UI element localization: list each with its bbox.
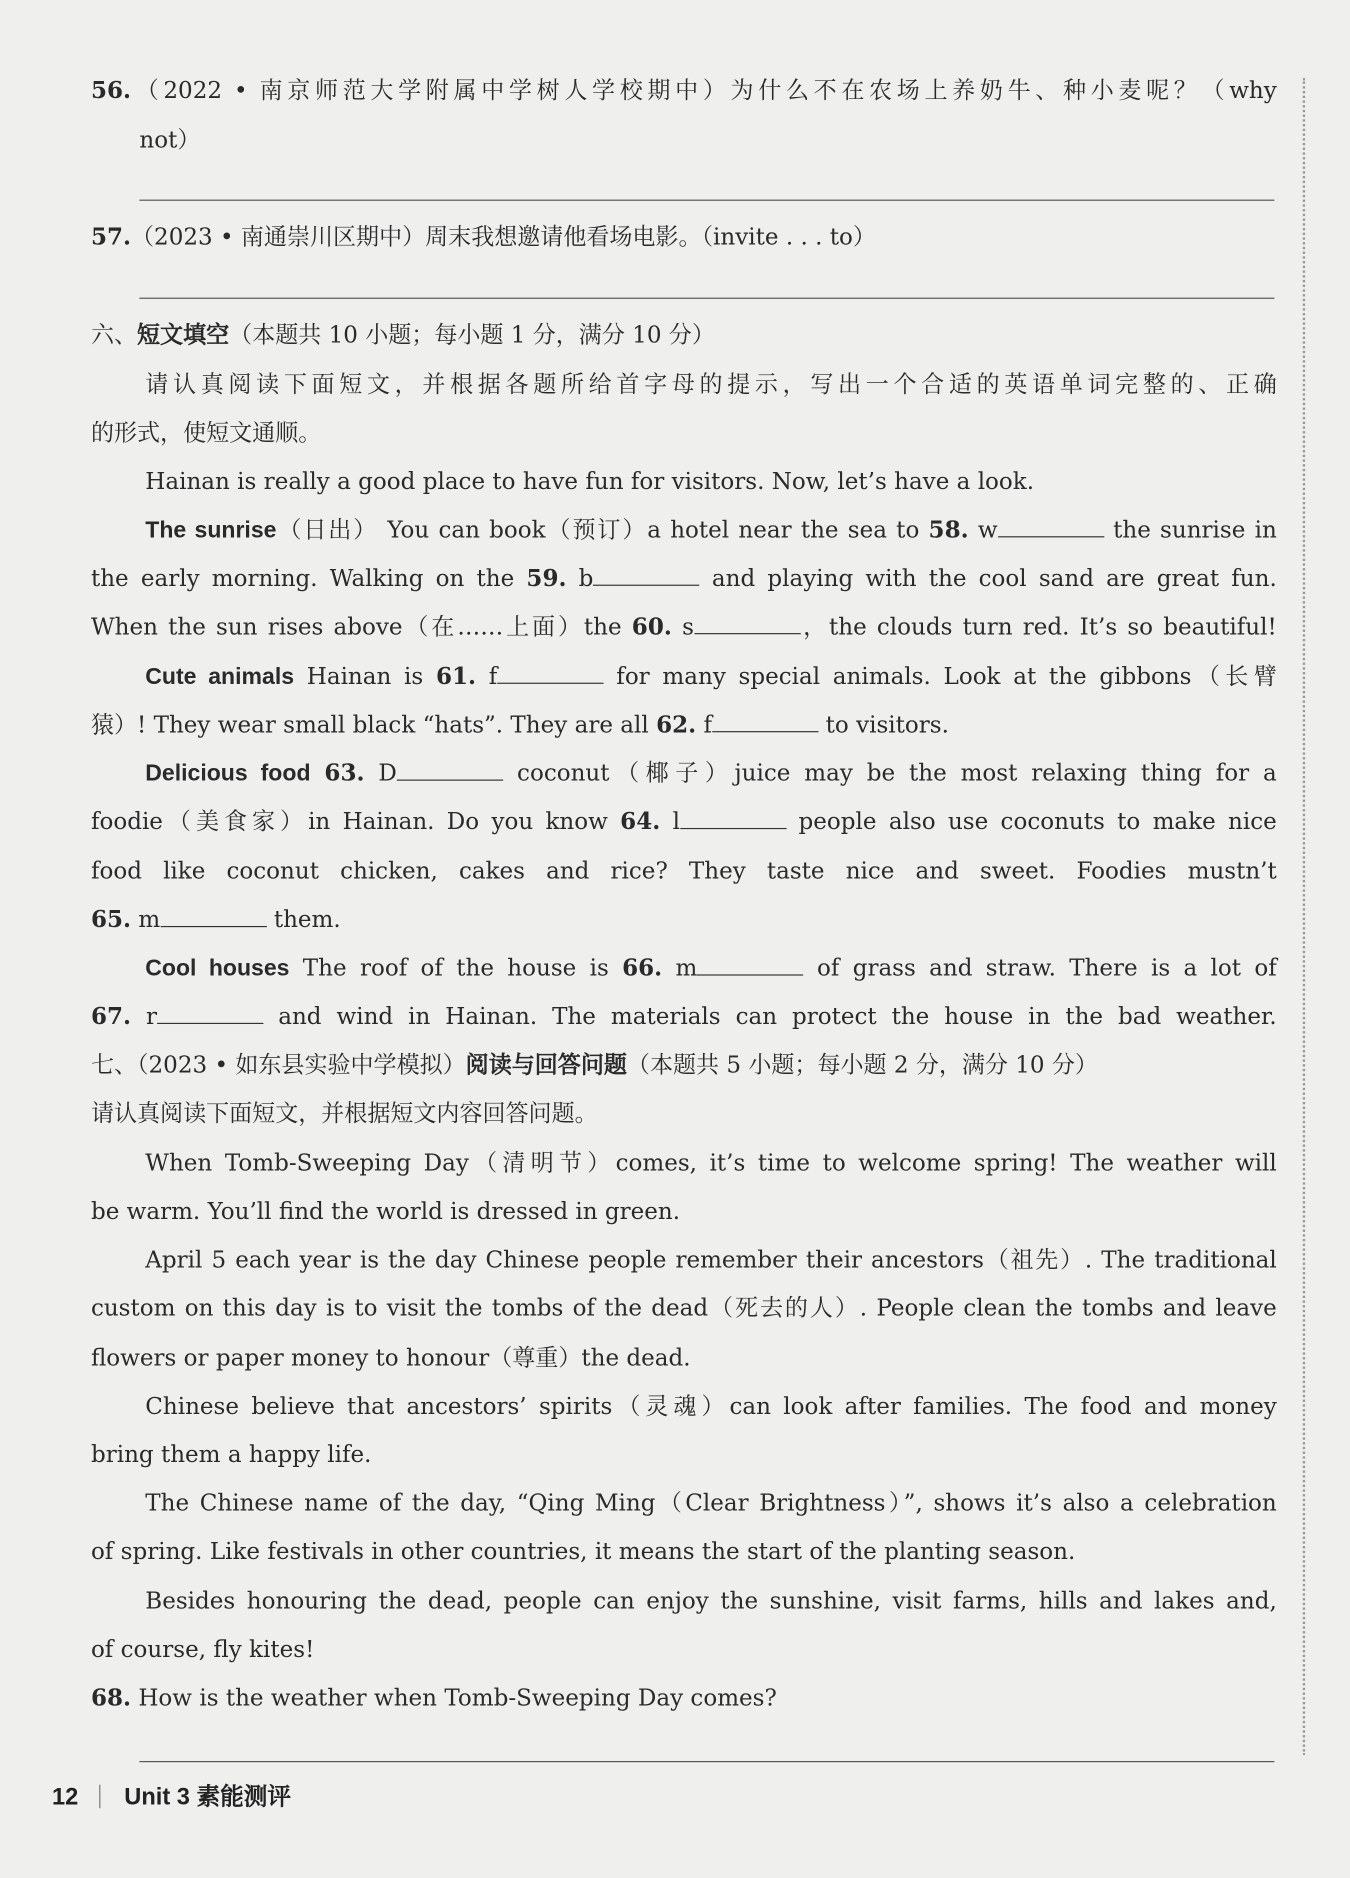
q57-answer-line[interactable] — [139, 298, 1274, 299]
passage2-line-9: of spring. Like festivals in other countries, it means the start of the planting season. — [90, 1537, 1076, 1565]
q68-answer-line[interactable] — [139, 1761, 1274, 1762]
q68-line — [91, 1682, 1277, 1715]
q57-line — [91, 221, 1277, 254]
blank-63[interactable] — [397, 758, 503, 780]
passage2-line-1: When Tomb-Sweeping Day（清明节）comes, it’s time to welcome spring! The weather will — [145, 1149, 1277, 1177]
passage2-line-2: be warm. You’ll find the world is dressed in green. — [90, 1197, 681, 1225]
passage1-line-4: Cute animals Hainan is 61. f for many special animals. Look at the gibbons（长臂 — [145, 662, 1277, 690]
q56-prompt: （2022 • 南京师范大学附属中学树人学校期中）为什么不在农场上养奶牛、种小麦呢？（why — [131, 76, 1277, 104]
passage1-line-2: the early morning. Walking on the 59. b and playing with the cool sand are great fun. — [90, 564, 1277, 592]
passage2-line-3: April 5 each year is the day Chinese people remember their ancestors（祖先）. The traditional — [145, 1246, 1277, 1274]
passage1-line-8: food like coconut chicken, cakes and rice? They taste nice and sweet. Foodies mustn’t — [90, 857, 1277, 885]
subheading-cute-animals: Cute animals — [145, 663, 295, 690]
passage1-line-7: foodie（美食家）in Hainan. Do you know 64. l people also use coconuts to make nice — [90, 807, 1277, 836]
blank-59[interactable] — [593, 563, 699, 585]
passage2-line-11: of course, fly kites! — [90, 1635, 315, 1663]
subheading-cool-houses: Cool houses — [145, 955, 290, 982]
passage1-intro: Hainan is really a good place to have fun for visitors. Now, let’s have a look. — [145, 467, 1035, 495]
blank-58[interactable] — [998, 515, 1104, 537]
blank-61[interactable] — [497, 661, 603, 683]
passage1-line-5: 猿）! They wear small black “hats”. They are all 62. f to visitors. — [90, 711, 949, 739]
blank-65[interactable] — [160, 905, 266, 927]
unit-label: Unit 3 素能测评 — [124, 1784, 291, 1811]
q57-number: 57. — [90, 223, 132, 251]
footer-divider — [100, 1785, 101, 1809]
section7-instruction: 请认真阅读下面短文，并根据短文内容回答问题。 — [90, 1099, 598, 1127]
passage1-line-9: 65. m them. — [90, 905, 341, 934]
q56-number: 56. — [90, 76, 132, 104]
blank-67[interactable] — [157, 1002, 263, 1024]
q68-number: 68. — [90, 1684, 132, 1712]
passage1-line-3: When the sun rises above（在……上面）the 60. s ，the clouds turn red. It’s so beautiful! — [90, 612, 1277, 641]
blank-64[interactable] — [680, 807, 786, 829]
passage1-line-11: 67. r and wind in Hainan. The materials can protect the house in the bad weather. — [90, 1002, 1277, 1030]
q56-line-1 — [91, 74, 1277, 107]
section7-title-bold: 阅读与回答问题 — [465, 1052, 627, 1079]
blank-60[interactable] — [694, 612, 800, 634]
section7-title: 七、（2023 • 如东县实验中学模拟）阅读与回答问题（本题共 5 小题；每小题 2 分，满分 10 分） — [90, 1051, 1098, 1079]
blank-62[interactable] — [712, 710, 818, 732]
passage2-line-6: Chinese believe that ancestors’ spirits（灵魂）can look after families. The food and money — [145, 1392, 1277, 1420]
passage2-line-5: flowers or paper money to honour（尊重）the dead. — [90, 1344, 691, 1372]
section6-instruction-1: 请认真阅读下面短文，并根据各题所给首字母的提示，写出一个合适的英语单词完整的、正确 — [145, 370, 1277, 399]
subheading-sunrise: The sunrise — [145, 517, 277, 544]
passage1-line-6: Delicious food 63. D coconut（椰子）juice may be the most relaxing thing for a — [145, 759, 1277, 787]
passage2-line-8: The Chinese name of the day, “Qing Ming（Clear Brightness）”, shows it’s also a celebration — [145, 1489, 1277, 1517]
subheading-delicious-food: Delicious food — [145, 760, 311, 787]
passage1-line-1: The sunrise（日出） You can book（预订）a hotel near the sea to 58. w the sunrise in — [145, 516, 1277, 544]
section6-title-bold: 短文填空 — [137, 322, 230, 349]
passage1-line-10: Cool houses The roof of the house is 66. m of grass and straw. There is a lot of — [145, 954, 1277, 982]
section6-instruction-2: 的形式，使短文通顺。 — [90, 419, 322, 447]
q56-answer-line[interactable] — [139, 200, 1274, 201]
passage2-line-4: custom on this day is to visit the tombs of the dead（死去的人）. People clean the tombs and leave — [90, 1294, 1277, 1322]
section6-title: 六、短文填空（本题共 10 小题；每小题 1 分，满分 10 分） — [90, 321, 715, 349]
q57-prompt: （2023 • 南通崇川区期中）周末我想邀请他看场电影。（invite . . . to） — [131, 223, 876, 251]
page-footer — [52, 1781, 291, 1814]
q68-prompt: How is the weather when Tomb-Sweeping Day comes? — [131, 1684, 777, 1712]
passage2-line-7: bring them a happy life. — [90, 1440, 372, 1469]
blank-66[interactable] — [697, 953, 803, 975]
passage2-line-10: Besides honouring the dead, people can enjoy the sunshine, visit farms, hills and lakes and, — [145, 1587, 1277, 1615]
page-number: 12 — [51, 1784, 79, 1811]
q56-line-2: not） — [139, 126, 201, 154]
margin-dotted-line — [1303, 78, 1305, 1755]
